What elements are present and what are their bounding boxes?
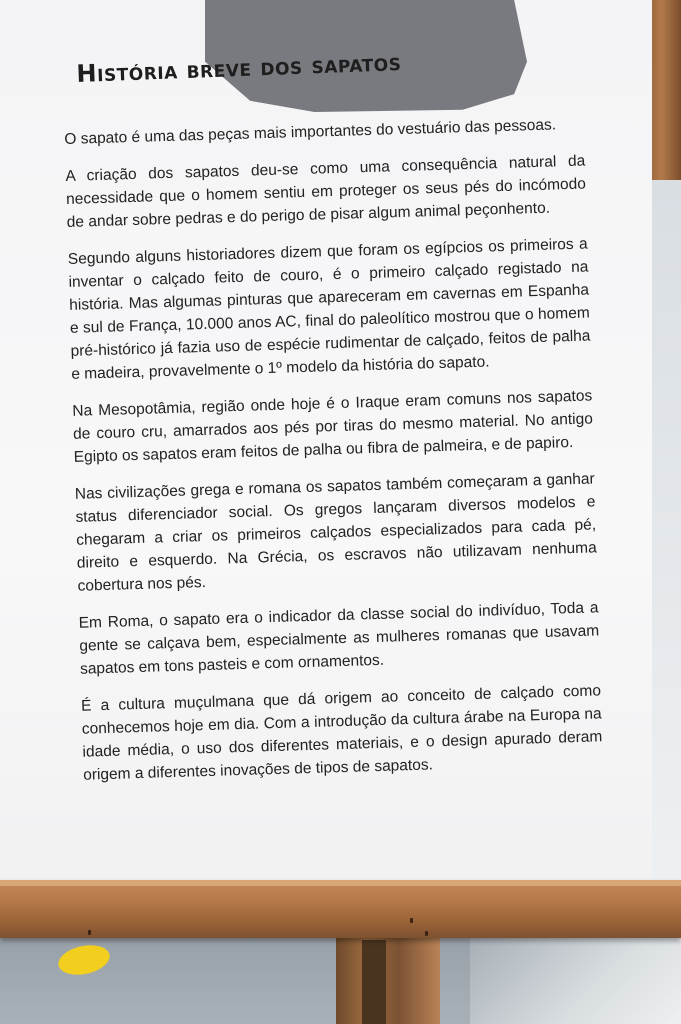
easel-ledge-edge <box>0 880 681 886</box>
paragraph-7: É a cultura muçulmana que dá origem ao conceito de calçado como conhecemos hoje em dia. Com a introdução da cultura árabe na Europa na idade média, o uso dos diferentes materiais, e o design apurado deram origem a diferentes inovações de tipos de sapatos. <box>80 682 603 784</box>
background-wall <box>652 180 681 900</box>
paragraph-1: O sapato é uma das peças mais importantes do vestuário das pessoas. <box>64 116 557 148</box>
easel-leg <box>336 930 440 1024</box>
poster-body <box>64 113 604 801</box>
nail-mark <box>425 931 428 936</box>
paragraph-5: Nas civilizações grega e romana os sapatos também começaram a ganhar status diferenciador social. Os gregos lançaram diversos modelos e chegaram a criar os primeiros calçados especializados para cada pé, direito e esquerdo. Na Grécia, os escravos não utilizavam nenhuma cobertura nos pés. <box>74 470 597 595</box>
paragraph-4: Na Mesopotâmia, região onde hoje é o Iraque eram comuns nos sapatos de couro cru, amarrados aos pés por tiras do mesmo material. No antigo Egipto os sapatos eram feitos de palha ou fibra de palmeira, e de papiro. <box>72 387 594 466</box>
paragraph-2: A criação dos sapatos deu-se como uma consequência natural da necessidade que o homem sentiu em proteger os seus pés do incómodo de andar sobre pedras e do perigo de pisar algum animal peçonhento. <box>65 152 587 231</box>
easel-leg-slot <box>362 940 386 1024</box>
paragraph-3: Segundo alguns historiadores dizem que foram os egípcios os primeiros a inventar o calçado feito de couro, é o primeiro calçado registado na história. Mas algumas pinturas que apareceram em cavernas em Espanha e sul de França, 10.000 anos AC, final do paleolítico mostrou que o homem pré-histórico já fazia uso de espécie rudimentar de calçado, feitos de palha e madeira, provavelmente o 1º modelo da história do sapato. <box>67 235 591 383</box>
nail-mark <box>88 930 91 935</box>
paragraph-6: Em Roma, o sapato era o indicador da classe social do indivíduo, Toda a gente se calçava bem, especialmente as mulheres romanas que usavam sapatos em tons pasteis e com ornamentos. <box>78 599 600 678</box>
floor-light-reflection <box>470 930 681 1024</box>
poster-title: História breve dos sapatos <box>76 48 402 88</box>
easel-ledge <box>0 880 681 938</box>
nail-mark <box>410 918 413 923</box>
